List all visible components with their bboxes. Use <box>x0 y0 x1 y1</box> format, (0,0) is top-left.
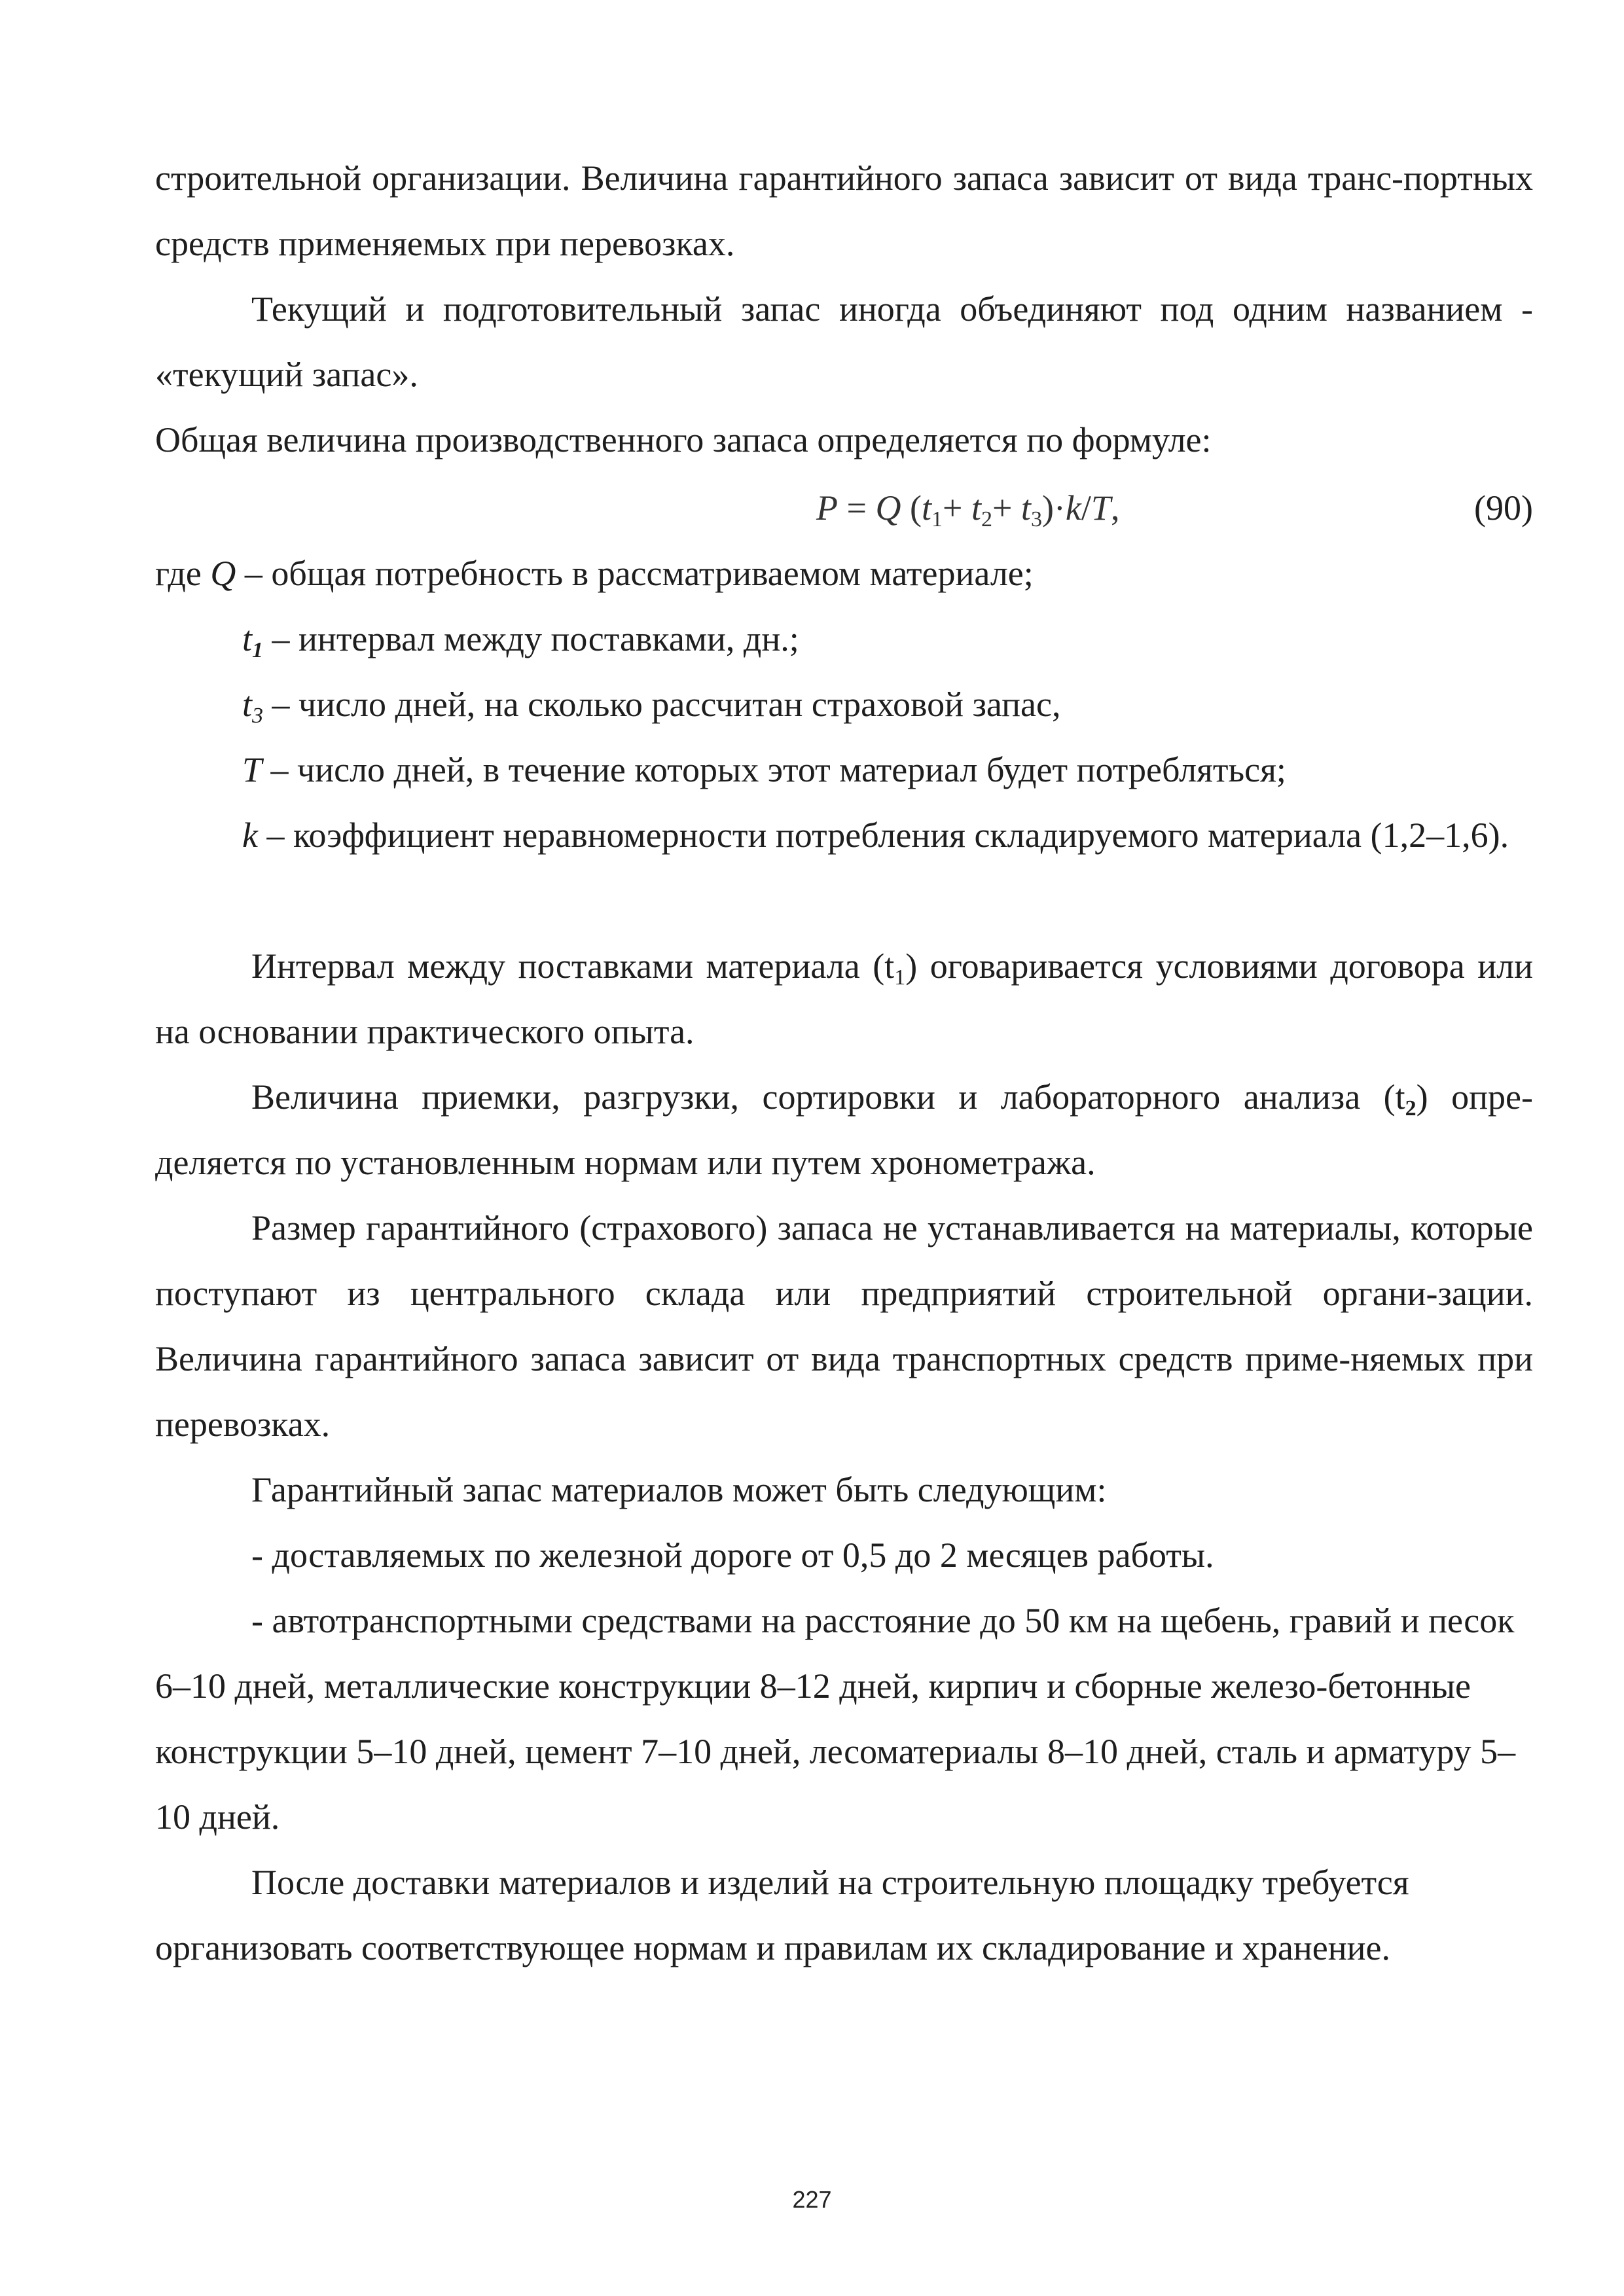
list-item-motor-transport: - автотранспортными средствами на расстояние до 50 км на щебень, гравий и песок 6–10 дней, металлические конструкции 8–12 дней, кирпич и сборные железо-бетонные конструкции 5–10 дней, цемент 7–10 дней, лесоматериалы 8–10 дней, сталь и арматуру 5–10 дней. <box>155 1601 1516 1837</box>
definition-t1: $t_1$ – интервал между поставками, дн.; <box>242 619 799 662</box>
paragraph-list-intro: Гарантийный запас материалов может быть следующим: <box>251 1470 1107 1509</box>
paragraph-current-stock: Текущий и подготовительный запас иногда объединяют под одним названием - «текущий запас». <box>155 289 1533 394</box>
paragraph-formula-intro: Общая величина производственного запаса определяется по формуле: <box>155 420 1212 459</box>
formula-expression: P = Q $(t_1+ t_2+ t_3)\cdot k/T$, <box>816 488 1120 531</box>
page-number: 227 <box>792 2186 832 2213</box>
formula-number: (90) <box>1474 488 1533 528</box>
paragraph-continuation: строительной организации. Величина гарантийного запаса зависит от вида транс-портных средств применяемых при перевозках. <box>155 158 1533 263</box>
formula-line <box>155 475 1533 541</box>
paragraph-storage: После доставки материалов и изделий на строительную площадку требуется организовать соответствующее нормам и правилам их складирование и хранение. <box>155 1863 1409 1967</box>
definition-t3: $t_3$ – число дней, на сколько рассчитан страховой запас, <box>242 685 1061 728</box>
paragraph-delivery-interval: Интервал между поставками материала $(t_1)$ оговаривается условиями договора или на основании практического опыта. <box>155 946 1533 1051</box>
list-item-railway: - доставляемых по железной дороге от 0,5 до 2 месяцев работы. <box>251 1535 1214 1575</box>
paragraph-acceptance: Величина приемки, разгрузки, сортировки и лабораторного анализа $(t_2)$ опре-деляется по установленным нормам или путем хронометража. <box>155 1077 1533 1182</box>
definition-q: где Q – общая потребность в рассматриваемом материале; <box>155 554 1034 593</box>
definition-k: k – коэффициент неравномерности потребления складируемого материала (1,2–1,6). <box>242 816 1509 855</box>
definition-T: T – число дней, в течение которых этот материал будет потребляться; <box>242 750 1286 789</box>
paragraph-guarantee-stock: Размер гарантийного (страхового) запаса не устанавливается на материалы, которые поступают из центрального склада или предприятий строительной органи-зации. Величина гарантийного запаса зависит от вида транспортных средств приме-няемых при перевозках. <box>155 1208 1533 1444</box>
